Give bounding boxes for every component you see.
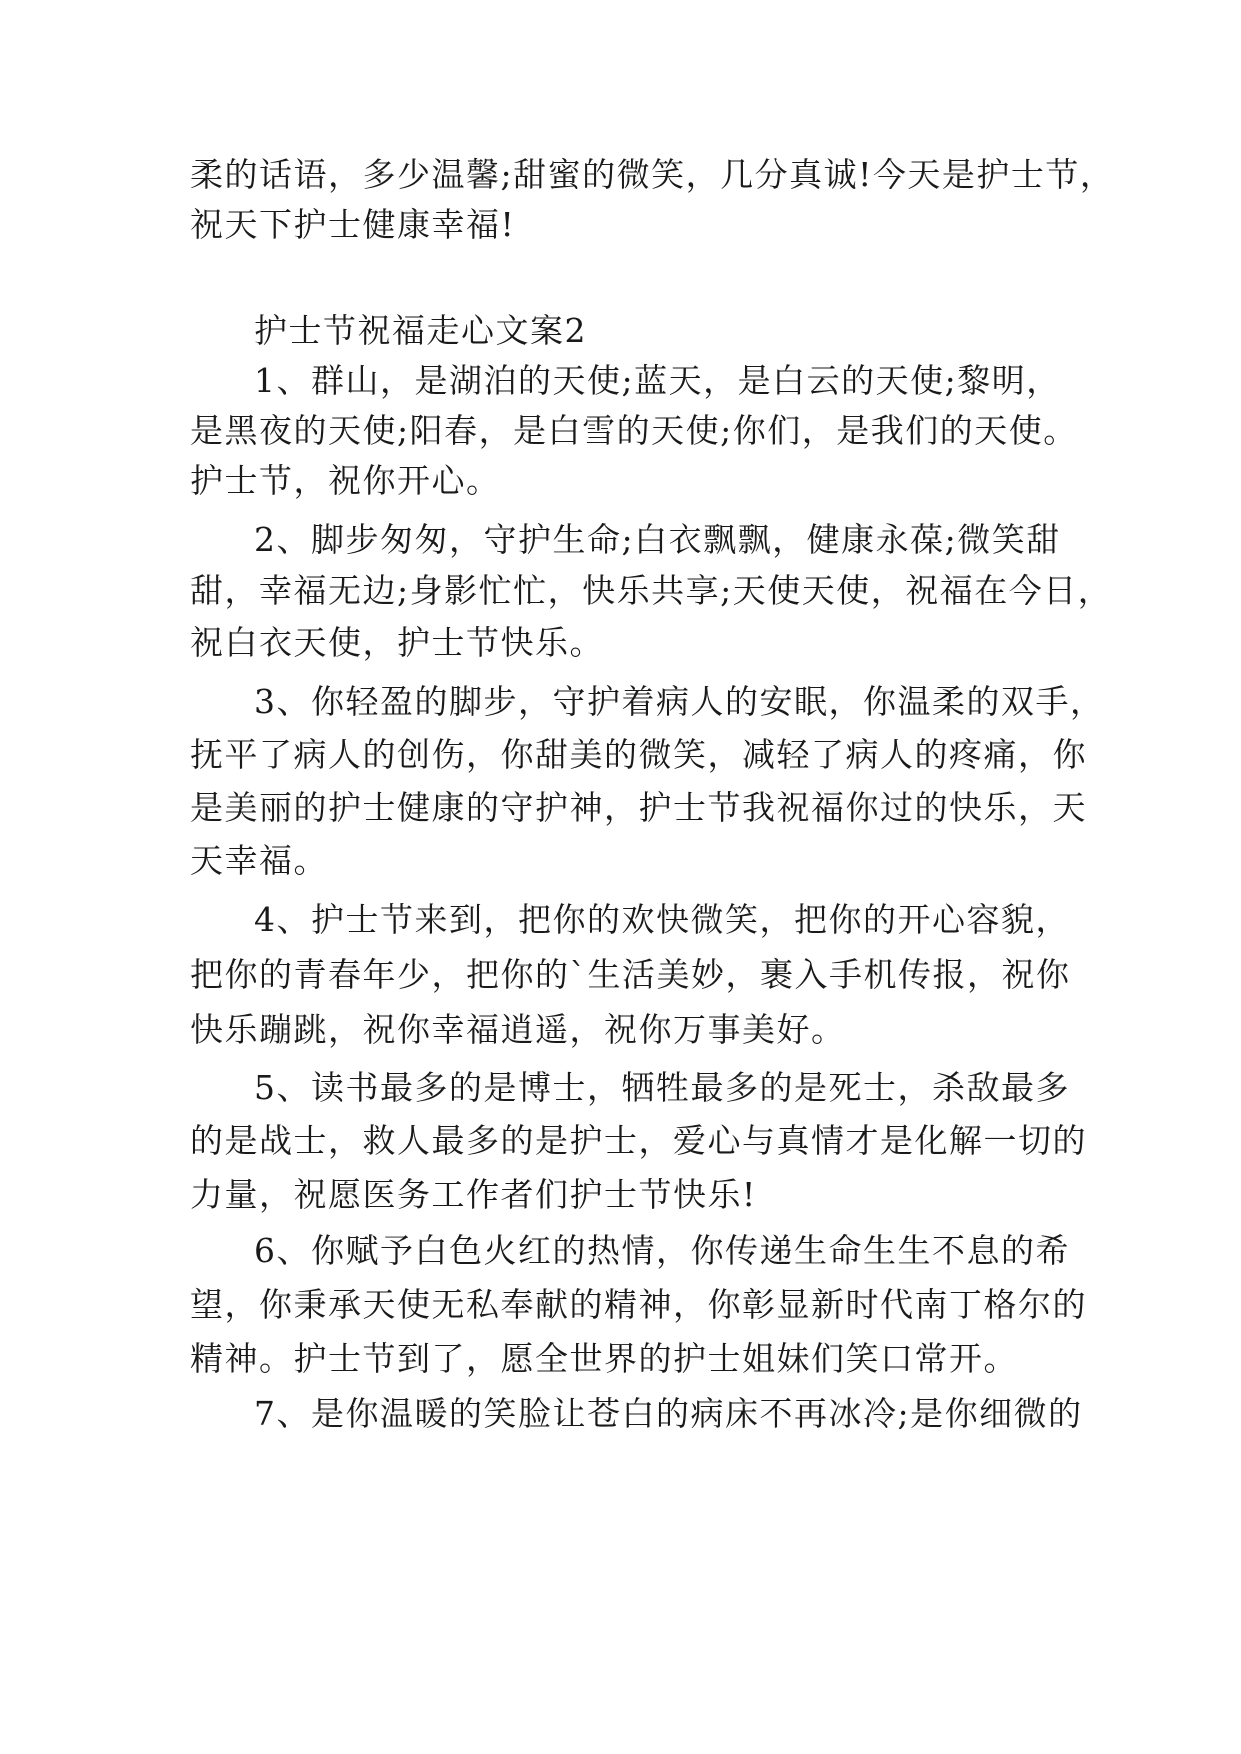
paragraph-line: 3、你轻盈的脚步，守护着病人的安眠，你温柔的双手，	[254, 682, 1105, 721]
paragraph-line: 是美丽的护士健康的守护神，护士节我祝福你过的快乐，天	[190, 788, 1087, 827]
paragraph-line: 7、是你温暖的笑脸让苍白的病床不再冰冷;是你细微的	[254, 1394, 1083, 1433]
paragraph-line: 快乐蹦跳，祝你幸福逍遥，祝你万事美好。	[190, 1010, 846, 1049]
intro-line: 祝天下护士健康幸福!	[190, 205, 516, 244]
paragraph-line: 把你的青春年少，把你的`生活美妙，裹入手机传报，祝你	[190, 955, 1071, 994]
paragraph-line: 5、读书最多的是博士，牺牲最多的是死士，杀敌最多	[254, 1068, 1070, 1107]
section-title: 护士节祝福走心文案2	[254, 311, 587, 350]
paragraph-line: 2、脚步匆匆，守护生命;白衣飘飘，健康永葆;微笑甜	[254, 520, 1061, 559]
paragraph-line: 护士节，祝你开心。	[190, 461, 501, 500]
paragraph-line: 力量，祝愿医务工作者们护士节快乐!	[190, 1175, 757, 1214]
paragraph-line: 天幸福。	[190, 841, 328, 880]
paragraph-line: 6、你赋予白色火红的热情，你传递生命生生不息的希	[254, 1231, 1070, 1270]
paragraph-line: 1、群山，是湖泊的天使;蓝天，是白云的天使;黎明，	[254, 361, 1061, 400]
paragraph-line: 精神。护士节到了，愿全世界的护士姐妹们笑口常开。	[190, 1339, 1018, 1378]
paragraph-line: 是黑夜的天使;阳春，是白雪的天使;你们，是我们的天使。	[190, 411, 1078, 450]
paragraph-line: 4、护士节来到，把你的欢快微笑，把你的开心容貌，	[254, 900, 1070, 939]
paragraph-line: 望，你秉承天使无私奉献的精神，你彰显新时代南丁格尔的	[190, 1285, 1087, 1324]
paragraph-line: 抚平了病人的创伤，你甜美的微笑，减轻了病人的疼痛，你	[190, 735, 1087, 774]
paragraph-line: 的是战士，救人最多的是护士，爱心与真情才是化解一切的	[190, 1121, 1087, 1160]
paragraph-line: 祝白衣天使，护士节快乐。	[190, 623, 604, 662]
intro-line: 柔的话语，多少温馨;甜蜜的微笑，几分真诚!今天是护士节，	[190, 155, 1115, 194]
paragraph-line: 甜，幸福无边;身影忙忙，快乐共享;天使天使，祝福在今日，	[190, 571, 1113, 610]
